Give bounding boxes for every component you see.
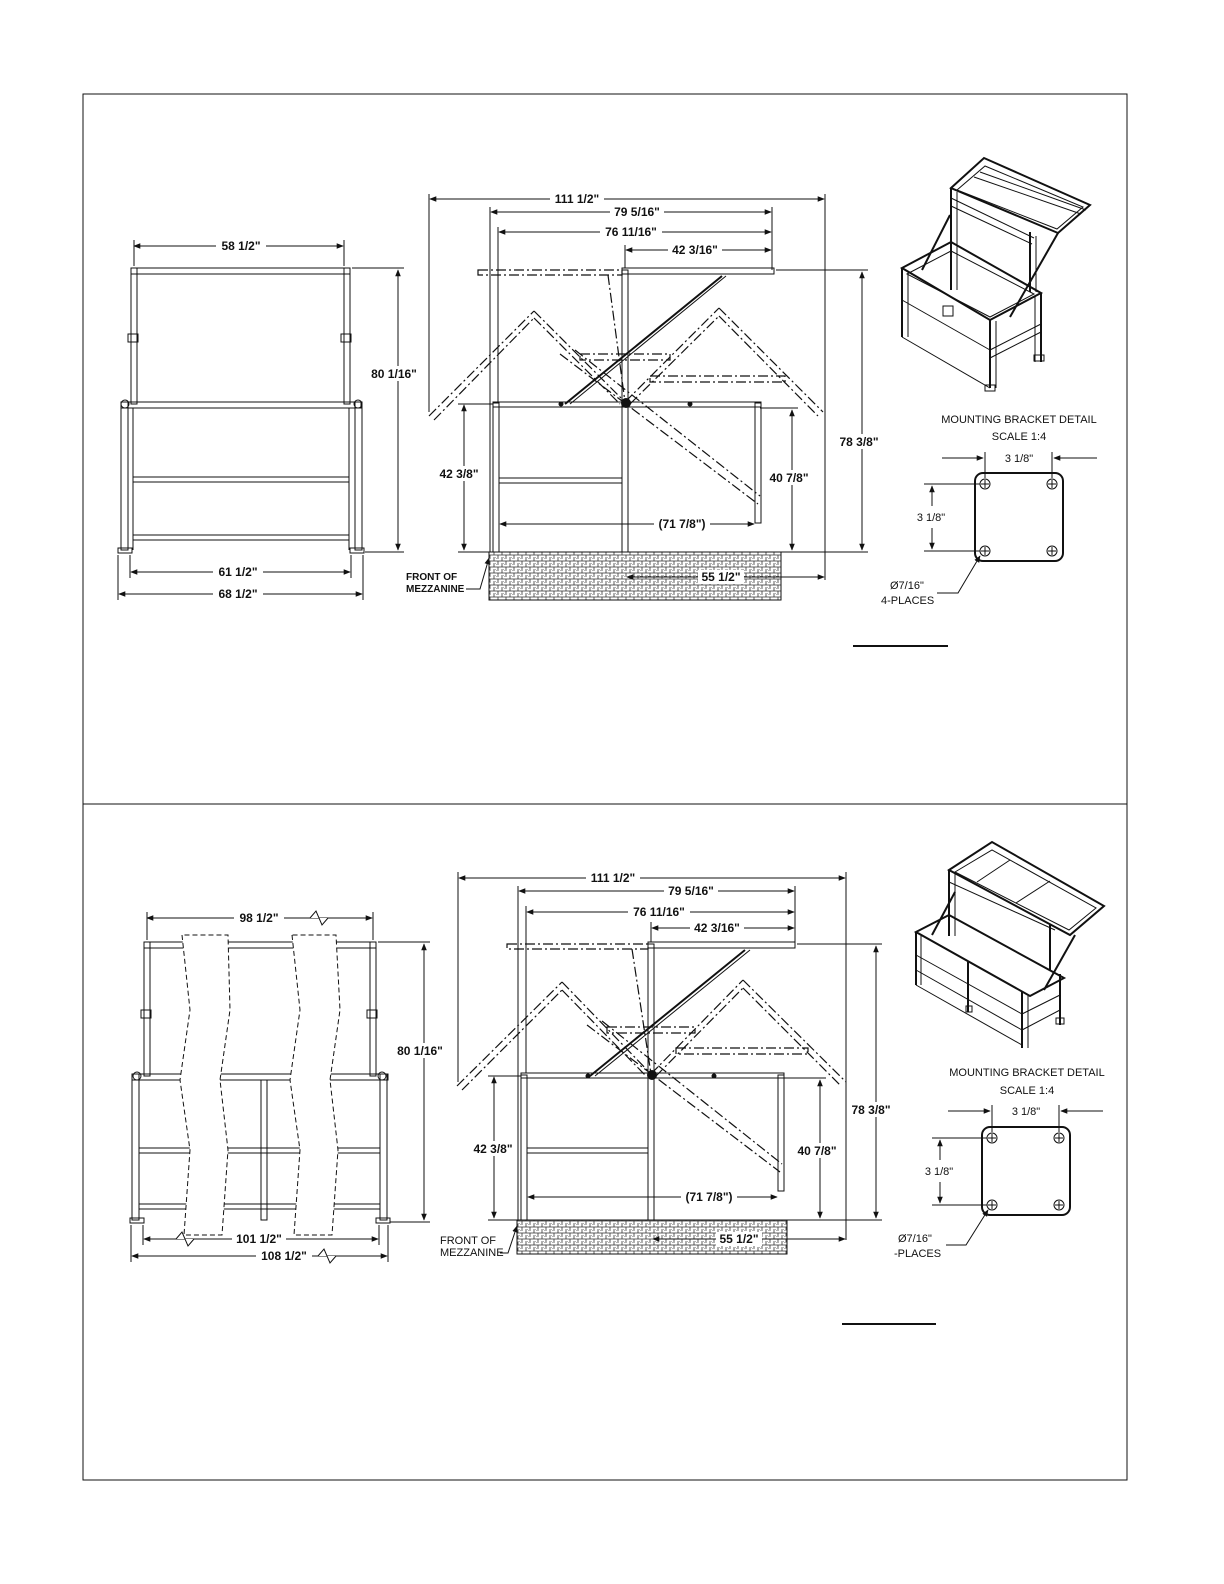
bracket-hole: Ø7/16": [898, 1233, 932, 1245]
isometric-view-top: [902, 158, 1090, 391]
bracket-height: 3 1/8": [924, 1166, 954, 1178]
mid-rail: [121, 402, 361, 408]
dim-d3: 42 3/16": [672, 243, 718, 257]
front-of-label: FRONT OF: [440, 1235, 497, 1247]
bracket-places: -PLACES: [894, 1248, 942, 1260]
dim-height: 80 1/16": [371, 367, 417, 381]
dim-outer-width: 108 1/2": [261, 1249, 307, 1263]
bracket-detail-top: [853, 414, 1097, 646]
dim-rail-height: 42 3/8": [439, 467, 479, 481]
dim-d2: 76 11/16": [633, 905, 685, 919]
top-rail: [131, 268, 350, 274]
bracket-title: MOUNTING BRACKET DETAIL: [941, 414, 1097, 426]
mezzanine-label: MEZZANINE: [406, 584, 465, 595]
dim-inner-height: 40 7/8": [769, 471, 809, 485]
dim-d1: 79 5/16": [668, 884, 714, 898]
dim-inner-height: 40 7/8": [797, 1144, 837, 1158]
dim-top-width: 58 1/2": [221, 239, 261, 253]
dim-rail-height: 42 3/8": [473, 1142, 513, 1156]
bracket-width: 3 1/8": [1004, 453, 1034, 465]
dim-depth: 55 1/2": [719, 1232, 759, 1246]
isometric-view-bottom: [916, 842, 1104, 1048]
dim-outer-width: 68 1/2": [218, 587, 258, 601]
front-of-label: FRONT OF: [406, 572, 458, 583]
mezzanine-label: MEZZANINE: [440, 1247, 504, 1259]
bracket-height: 3 1/8": [916, 512, 946, 524]
break-line-right: [290, 935, 340, 1235]
panel-bottom: [130, 842, 1105, 1324]
side-view-top: [406, 191, 882, 600]
bracket-width: 3 1/8": [1011, 1106, 1041, 1118]
dim-span: (71 7/8"): [685, 1190, 733, 1204]
front-view-top: [118, 238, 420, 601]
bracket-title: MOUNTING BRACKET DETAIL: [949, 1067, 1105, 1079]
bracket-places: 4-PLACES: [881, 595, 935, 607]
dim-overall: 111 1/2": [554, 192, 600, 206]
sheet-border: [83, 94, 1127, 1480]
bracket-scale: SCALE 1:4: [991, 431, 1047, 443]
dim-overall: 111 1/2": [590, 871, 636, 885]
dim-d2: 76 11/16": [605, 225, 657, 239]
front-view-bottom: [130, 910, 446, 1263]
dim-span: (71 7/8"): [658, 517, 706, 531]
dim-total-height: 78 3/8": [839, 435, 879, 449]
dim-inner-width: 101 1/2": [236, 1232, 282, 1246]
dim-depth: 55 1/2": [701, 570, 741, 584]
dim-height: 80 1/16": [397, 1044, 443, 1058]
bracket-scale: SCALE 1:4: [999, 1085, 1055, 1097]
break-line-left: [180, 935, 230, 1235]
dim-d1: 79 5/16": [614, 205, 660, 219]
side-view-bottom: [440, 870, 894, 1259]
panel-top: [118, 158, 1097, 646]
dim-top-width: 98 1/2": [239, 911, 279, 925]
dim-d3: 42 3/16": [694, 921, 740, 935]
dim-total-height: 78 3/8": [851, 1103, 891, 1117]
bracket-hole: Ø7/16": [890, 580, 924, 592]
dim-inner-width: 61 1/2": [218, 565, 258, 579]
